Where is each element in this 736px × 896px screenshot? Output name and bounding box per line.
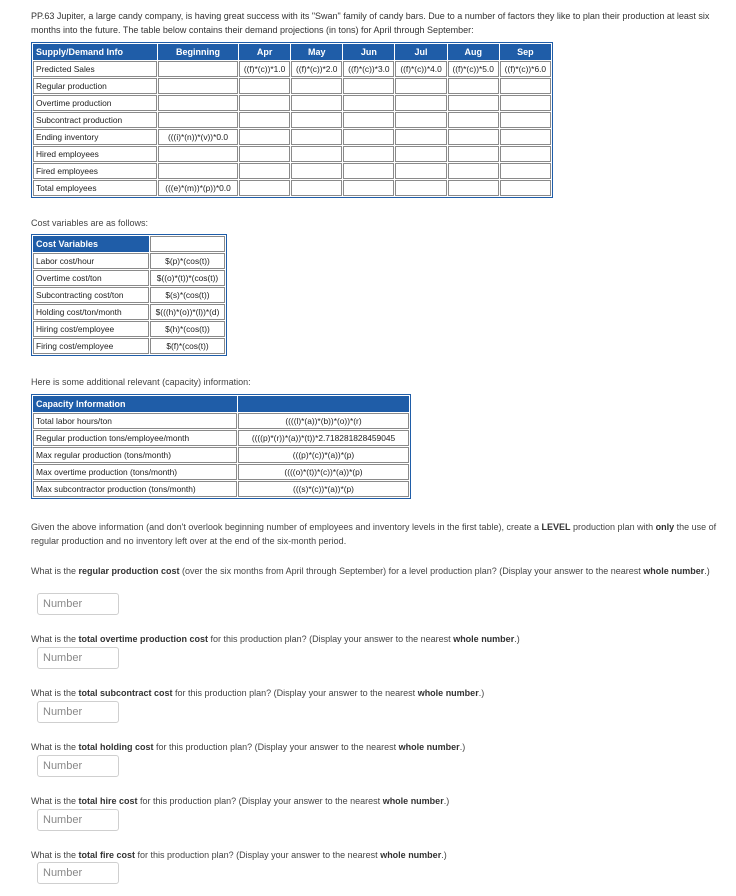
beginning-cell[interactable] <box>158 163 238 179</box>
beginning-cell[interactable] <box>158 78 238 94</box>
row-label: Hired employees <box>33 146 157 162</box>
question-text: for this production plan? (Display your answer to the nearest <box>172 688 418 698</box>
question-text: for this production plan? (Display your answer to the nearest <box>153 742 399 752</box>
question-text: What is the <box>31 688 79 698</box>
month-cell[interactable] <box>291 180 342 196</box>
cost-label: Hiring cost/employee <box>33 321 149 337</box>
beginning-cell: (((e)*(m))*(p))*0.0 <box>158 180 238 196</box>
month-cell[interactable] <box>343 163 394 179</box>
capacity-value: ((((p)*(r))*(a))*(t))*2.718281828459045 <box>238 430 409 446</box>
beginning-cell: (((i)*(n))*(v))*0.0 <box>158 129 238 145</box>
table-row <box>33 112 551 128</box>
question-overtime <box>31 632 721 646</box>
cost-value: $((o)*(t))*(cos(t)) <box>150 270 225 286</box>
table-row <box>33 270 225 286</box>
instructions <box>31 520 721 548</box>
question-text: What is the <box>31 566 79 576</box>
month-cell: ((f)*(c))*2.0 <box>291 61 342 77</box>
question-bold: total overtime production cost <box>78 634 209 644</box>
capacity-label: Total labor hours/ton <box>33 413 237 429</box>
row-label: Regular production <box>33 78 157 94</box>
cost-label: Firing cost/employee <box>33 338 149 354</box>
cost-label: Holding cost/ton/month <box>33 304 149 320</box>
month-cell[interactable] <box>343 129 394 145</box>
capacity-label: Regular production tons/employee/month <box>33 430 237 446</box>
month-cell[interactable] <box>395 78 446 94</box>
month-cell[interactable] <box>239 78 290 94</box>
question-bold: whole number <box>382 796 444 806</box>
month-cell: ((f)*(c))*4.0 <box>395 61 446 77</box>
th-cost-variables: Cost Variables <box>33 236 149 252</box>
table-row <box>33 287 225 303</box>
question-bold: whole number <box>453 634 515 644</box>
question-text: .) <box>514 634 520 644</box>
month-cell[interactable] <box>291 95 342 111</box>
month-cell[interactable] <box>448 95 499 111</box>
question-text: .) <box>459 742 466 752</box>
table-row <box>33 413 409 429</box>
month-cell[interactable] <box>343 78 394 94</box>
question-text: for this production plan? (Display your answer to the nearest <box>208 634 454 644</box>
month-cell: ((f)*(c))*6.0 <box>500 61 551 77</box>
instructions-text: production plan with <box>570 522 656 532</box>
month-cell[interactable] <box>239 180 290 196</box>
table-row <box>33 180 551 196</box>
capacity-value: ((((o)*(t))*(c))*(a))*(p) <box>238 464 409 480</box>
question-text: .) <box>443 796 450 806</box>
question-bold: whole number <box>643 566 705 576</box>
beginning-cell[interactable] <box>158 61 238 77</box>
month-cell[interactable] <box>239 163 290 179</box>
month-cell[interactable] <box>448 129 499 145</box>
month-cell[interactable] <box>239 129 290 145</box>
table-row <box>33 321 225 337</box>
problem-intro: PP.63 Jupiter, a large candy company, is having great success with its "Swan" family of candy bars. Due to a number of factors they like to plan their production at least six months into the future. The table below contains their demand projections (in tons) for April through September: <box>31 11 710 35</box>
question-bold: whole number <box>380 850 442 860</box>
beginning-cell[interactable] <box>158 146 238 162</box>
month-cell[interactable] <box>239 95 290 111</box>
month-cell[interactable] <box>500 163 551 179</box>
question-bold: total fire cost <box>78 850 136 860</box>
question-text: What is the <box>31 850 79 860</box>
month-cell[interactable] <box>291 78 342 94</box>
question-text: What is the <box>31 796 79 806</box>
table-row <box>33 163 551 179</box>
table-row <box>33 95 551 111</box>
month-cell[interactable] <box>239 146 290 162</box>
month-cell[interactable] <box>395 95 446 111</box>
table-row <box>33 481 409 497</box>
th-may: May <box>291 44 342 60</box>
question-fire <box>31 848 721 862</box>
cost-value: $(p)*(cos(t)) <box>150 253 225 269</box>
month-cell[interactable] <box>448 78 499 94</box>
question-bold: total subcontract cost <box>78 688 173 698</box>
cost-label: Subcontracting cost/ton <box>33 287 149 303</box>
table-row <box>33 78 551 94</box>
capacity-label: Max overtime production (tons/month) <box>33 464 237 480</box>
month-cell[interactable] <box>343 146 394 162</box>
instructions-bold: only <box>655 522 675 532</box>
question-holding <box>31 740 721 754</box>
row-label: Predicted Sales <box>33 61 157 77</box>
question-text: .) <box>704 566 710 576</box>
table-row <box>33 338 225 354</box>
table-row <box>33 430 409 446</box>
table-row <box>33 129 551 145</box>
th-supply-demand: Supply/Demand Info <box>33 44 157 60</box>
table-row <box>33 146 551 162</box>
cost-value: $(f)*(cos(t)) <box>150 338 225 354</box>
table-row <box>33 447 409 463</box>
question-regular-production <box>31 564 721 578</box>
month-cell: ((f)*(c))*1.0 <box>239 61 290 77</box>
month-cell[interactable] <box>395 180 446 196</box>
month-cell[interactable] <box>291 146 342 162</box>
row-label: Subcontract production <box>33 112 157 128</box>
month-cell[interactable] <box>448 163 499 179</box>
month-cell[interactable] <box>291 163 342 179</box>
month-cell[interactable] <box>500 78 551 94</box>
cost-variables-intro: Cost variables are as follows: <box>31 218 149 228</box>
cost-variables-table <box>31 234 227 356</box>
question-bold: total holding cost <box>78 742 154 752</box>
cost-label: Overtime cost/ton <box>33 270 149 286</box>
capacity-label: Max subcontractor production (tons/month) <box>33 481 237 497</box>
capacity-intro: Here is some additional relevant (capacity) information: <box>31 377 251 387</box>
question-text: for this production plan? (Display your answer to the nearest <box>135 850 381 860</box>
question-hire <box>31 794 721 808</box>
month-cell[interactable] <box>343 112 394 128</box>
cost-value: $(s)*(cos(t)) <box>150 287 225 303</box>
month-cell[interactable] <box>239 112 290 128</box>
question-bold: total hire cost <box>78 796 138 806</box>
month-cell[interactable] <box>500 129 551 145</box>
th-sep: Sep <box>500 44 551 60</box>
cost-label: Labor cost/hour <box>33 253 149 269</box>
question-bold: whole number <box>417 688 479 698</box>
instructions-bold: LEVEL <box>541 522 571 532</box>
month-cell[interactable] <box>500 95 551 111</box>
supply-demand-table <box>31 42 553 198</box>
month-cell[interactable] <box>448 180 499 196</box>
th-apr: Apr <box>239 44 290 60</box>
question-text: .) <box>441 850 447 860</box>
beginning-cell[interactable] <box>158 95 238 111</box>
month-cell[interactable] <box>448 146 499 162</box>
row-label: Total employees <box>33 180 157 196</box>
table-row <box>33 304 225 320</box>
th-beginning: Beginning <box>158 44 238 60</box>
answer-input-holding[interactable] <box>37 755 119 777</box>
th-jul: Jul <box>395 44 446 60</box>
row-label: Overtime production <box>33 95 157 111</box>
th-cost-blank <box>150 236 225 252</box>
row-label: Ending inventory <box>33 129 157 145</box>
th-capacity-blank <box>238 396 409 412</box>
instructions-text: the use of regular production and no inventory left over at the end of the six-month period. <box>31 522 717 546</box>
question-bold: regular production cost <box>78 566 180 576</box>
capacity-value: (((p)*(c))*(a))*(p) <box>238 447 409 463</box>
table-row <box>33 464 409 480</box>
question-subcontract <box>31 686 721 700</box>
month-cell[interactable] <box>395 163 446 179</box>
month-cell[interactable] <box>500 146 551 162</box>
answer-input-hire[interactable] <box>37 809 119 831</box>
month-cell[interactable] <box>395 146 446 162</box>
table-row <box>33 253 225 269</box>
month-cell[interactable] <box>500 112 551 128</box>
instructions-text: Given the above information (and don't overlook beginning number of employees and inventory levels in the first table), create a <box>31 522 542 532</box>
th-capacity: Capacity Information <box>33 396 237 412</box>
answer-input-fire[interactable] <box>37 862 119 884</box>
question-text: (over the six months from April through September) for a level production plan? (Display your answer to the nearest <box>179 566 644 576</box>
question-text: What is the <box>31 742 79 752</box>
question-text: for this production plan? (Display your answer to the nearest <box>137 796 383 806</box>
month-cell: ((f)*(c))*5.0 <box>448 61 499 77</box>
cost-value: $(((h)*(o))*(l))*(d) <box>150 304 225 320</box>
capacity-value: (((s)*(c))*(a))*(p) <box>238 481 409 497</box>
question-text: .) <box>478 688 485 698</box>
th-jun: Jun <box>343 44 394 60</box>
month-cell: ((f)*(c))*3.0 <box>343 61 394 77</box>
month-cell[interactable] <box>343 95 394 111</box>
table-row <box>33 61 551 77</box>
answer-input-subcontract[interactable] <box>37 701 119 723</box>
answer-input-overtime[interactable] <box>37 647 119 669</box>
question-text: What is the <box>31 634 79 644</box>
month-cell[interactable] <box>448 112 499 128</box>
month-cell[interactable] <box>291 129 342 145</box>
row-label: Fired employees <box>33 163 157 179</box>
th-aug: Aug <box>448 44 499 60</box>
beginning-cell[interactable] <box>158 112 238 128</box>
cost-value: $(h)*(cos(t)) <box>150 321 225 337</box>
month-cell[interactable] <box>500 180 551 196</box>
capacity-value: ((((l)*(a))*(b))*(o))*(r) <box>238 413 409 429</box>
month-cell[interactable] <box>343 180 394 196</box>
question-bold: whole number <box>398 742 460 752</box>
capacity-label: Max regular production (tons/month) <box>33 447 237 463</box>
month-cell[interactable] <box>395 129 446 145</box>
capacity-table <box>31 394 411 499</box>
month-cell[interactable] <box>395 112 446 128</box>
month-cell[interactable] <box>291 112 342 128</box>
answer-input-regular-production[interactable] <box>37 593 119 615</box>
